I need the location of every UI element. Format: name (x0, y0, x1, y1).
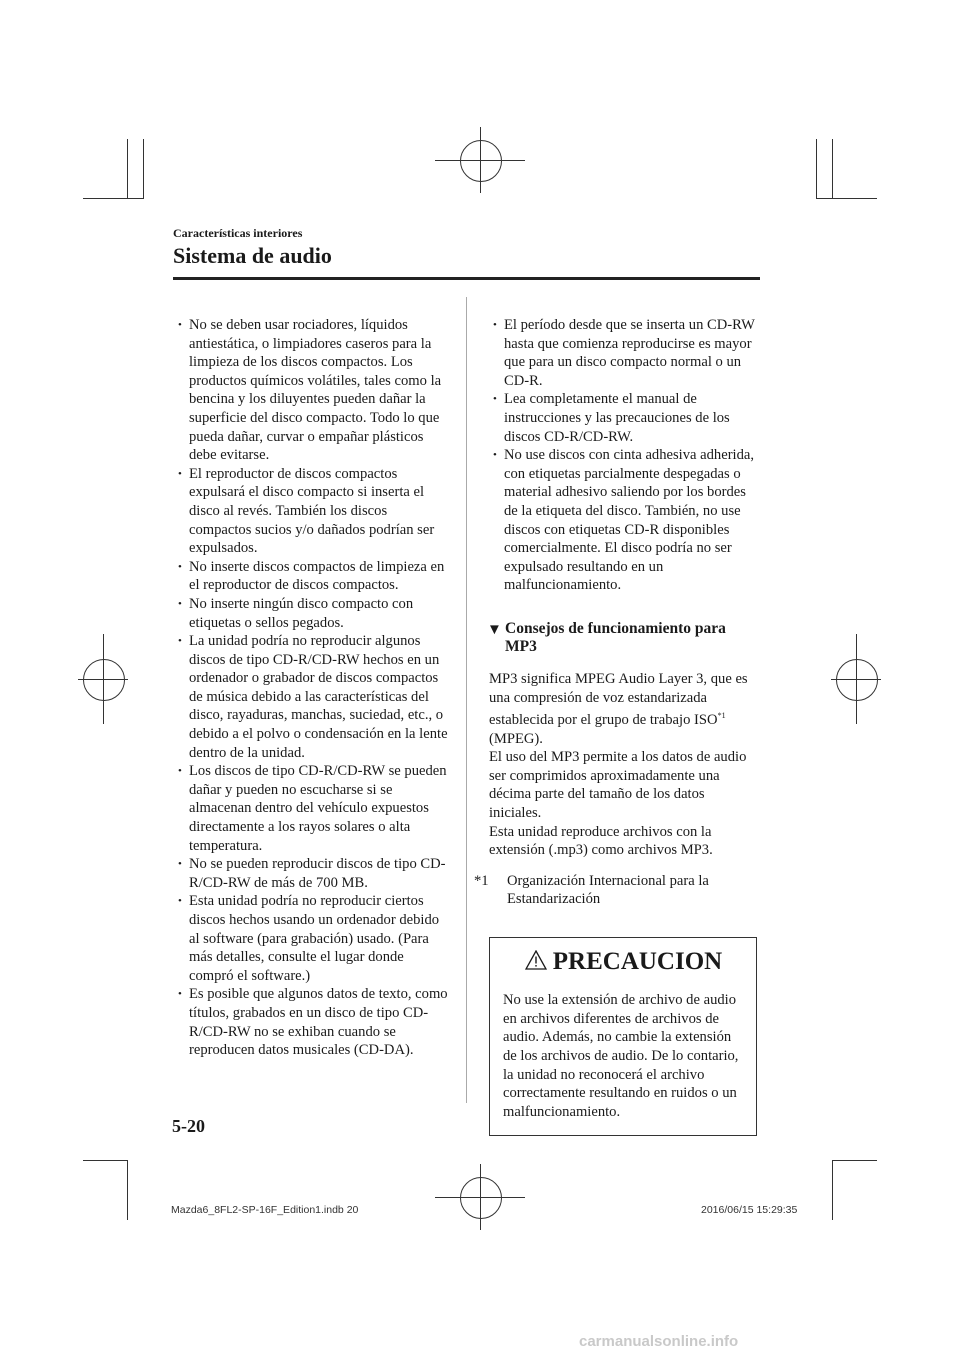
page-title: Sistema de audio (173, 243, 332, 268)
list-item: • La unidad podría no reproducir algunos discos de tipo CD-R/CD-RW hechos en un ordenador o grabador de discos compactos de música debido a las características del disco, rayaduras, manchas, suciedad, etc., o debido a el polvo o condensación en la lente dentro de la unidad. (174, 632, 450, 762)
caution-box (489, 937, 757, 1136)
caution-heading (503, 946, 744, 979)
triangle-down-icon: ▼ (487, 621, 502, 638)
footnote-ref: *1 (717, 711, 726, 721)
list-item: • No se pueden reproducir discos de tipo CD-R/CD-RW de más de 700 MB. (174, 855, 450, 892)
header-rule (173, 277, 760, 280)
subheading (489, 620, 760, 656)
left-bullet-list (174, 316, 450, 1060)
right-bullet-list (489, 316, 760, 595)
list-item: • No inserte discos compactos de limpieza en el reproductor de discos compactos. (174, 558, 450, 595)
list-item: • Lea completamente el manual de instrucciones y las precauciones de los discos CD-R/CD-RW. (489, 390, 760, 446)
right-column (474, 316, 760, 1136)
caution-heading-text: PRECAUCION (552, 947, 723, 975)
paragraph-text: MP3 significa MPEG Audio Layer 3, que es una compresión de voz estandarizada establecida por el grupo de trabajo ISO (489, 670, 748, 728)
paragraph-tail: (MPEG). (489, 730, 543, 747)
footer-date: 2016/06/15 15:29:35 (701, 1204, 798, 1216)
page-number: 5-20 (172, 1116, 205, 1136)
footnote-mark: *1 (474, 872, 489, 889)
caution-text: No use la extensión de archivo de audio en archivos diferentes de archivos de audio. Además, no cambie la extensión de los archivos de audio. De lo contario, la unidad no reconocerá el archivo correctamente resultando en ruidos o un malfuncionamiento. (503, 992, 739, 1120)
list-item: • Esta unidad podría no reproducir ciertos discos hechos usando un ordenador debido al software (para grabación) usado. (Para más detalles, consulte el lugar donde compró el software.) (174, 892, 450, 985)
column-divider (466, 297, 467, 1103)
footnote (474, 872, 760, 909)
paragraph: El uso del MP3 permite a los datos de audio ser comprimidos aproximadamente una décima parte del tamaño de los datos iniciales. (489, 749, 747, 821)
footnote-text: Organización Internacional para la Estandarización (507, 872, 709, 908)
subheading-text: Consejos de funcionamiento para MP3 (505, 619, 726, 655)
list-item: • No se deben usar rociadores, líquidos antiestática, o limpiadores caseros para la limpieza de los discos compactos. Los productos químicos volátiles, tales como la bencina y los diluyentes pueden dañar la superficie del disco compacto. Todo lo que pueda dañar, curvar o empañar plásticos debe evitarse. (174, 316, 450, 465)
list-item: • El reproductor de discos compactos expulsará el disco compacto si inserta el disco al revés. También los discos compactos sucios y/o dañados podrían ser expulsados. (174, 465, 450, 558)
paragraph (489, 670, 760, 748)
left-column (174, 316, 450, 1060)
paragraph: Esta unidad reproduce archivos con la extensión (.mp3) como archivos MP3. (489, 823, 713, 859)
list-item: • No use discos con cinta adhesiva adherida, con etiquetas parcialmente despegadas o material adhesivo saliendo por los bordes de la etiqueta del disco. También, no use discos con etiquetas CD-R disponibles comercialmente. El disco podría no ser expulsado resultando en un malfuncionamiento. (489, 446, 760, 595)
watermark: carmanualsonline.info (579, 1333, 739, 1350)
section-label: Características interiores (173, 226, 303, 240)
list-item: • Es posible que algunos datos de texto, como títulos, grabados en un disco de tipo CD-R/CD-RW no se exhiban cuando se reproducen datos musicales (CD-DA). (174, 985, 450, 1059)
footer-file-info: Mazda6_8FL2-SP-16F_Edition1.indb 20 (171, 1204, 359, 1216)
list-item: • El período desde que se inserta un CD-RW hasta que comienza reproducirse es mayor que para un disco compacto normal o un CD-R. (489, 316, 760, 390)
list-item: • No inserte ningún disco compacto con etiquetas o sellos pegados. (174, 595, 450, 632)
warning-triangle-icon (525, 947, 547, 979)
list-item: • Los discos de tipo CD-R/CD-RW se pueden dañar y pueden no escucharse si se almacenan dentro del vehículo expuestos directamente a los rayos solares o alta temperatura. (174, 762, 450, 855)
